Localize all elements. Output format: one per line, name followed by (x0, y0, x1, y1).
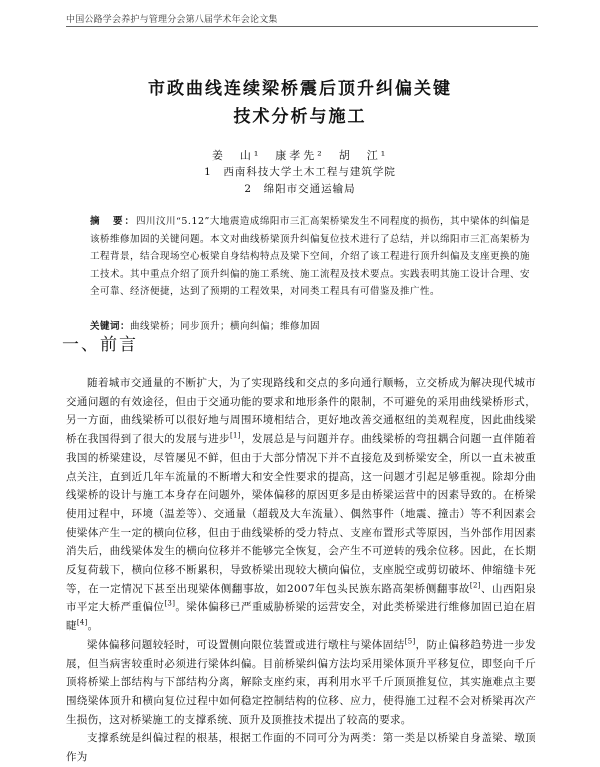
affiliation-1: 1 西南科技大学土木工程与建筑学院 (204, 166, 396, 178)
citation[interactable]: [4] (76, 618, 88, 627)
section-heading: 一、前言 (62, 335, 138, 355)
paragraph-text: ，防止偏移趋势进一步发展，但当病害较重时必须进行梁体纠偏。目前桥梁纠偏方法均采用梁体顶升平移复位，即竖向千斤顶将桥梁上部结构与下部结构分离，解除支座约束，再利用水平千斤顶顶推复位，其实施难点主要围绕梁体顶升和横向复位过程中如何稳定控制结构的位移、应力，使得施工过程不会对桥梁再次产生损伤，这对桥梁施工的支撑系统、顶升及顶推技术提出了较高的要求。 (66, 638, 536, 726)
paper-title-line2: 技术分析与施工 (233, 107, 367, 127)
keywords-text: 曲线梁桥；同步顶升；横向纠偏；维修加固 (130, 321, 321, 332)
authors: 姜 山¹ 康孝先² 胡 江¹ (211, 149, 389, 162)
running-header: 中国公路学会养护与管理分会第八届学术年会论文集 (66, 15, 278, 25)
abstract-text: 四川汶川“5.12”大地震造成绵阳市三汇高架桥梁发生不同程度的损伤，其中梁体的纠偏是该桥维修加固的关键问题。本文对曲线桥梁顶升纠偏复位技术进行了总结，并以绵阳市三汇高架桥为工程背景，结合现场空心板梁自身结构特点及梁下空间，介绍了该工程进行顶升纠偏及支座更换的施工技术。其中重点介绍了顶升纠偏的施工系统、施工流程及技术要点。实践表明其施工设计合理、安全可靠、经济便捷，达到了预期的工程效果，对同类工程具有可借鉴及推广性。 (90, 216, 531, 297)
keywords (90, 318, 530, 332)
abstract-label: 摘 要： (90, 216, 137, 227)
body-text (66, 374, 536, 767)
paragraph-text: 支撑系统是纠偏过程的根基，根据工作面的不同可分为两类：第一类是以桥梁自身盖梁、墩顶作为 (66, 732, 536, 764)
keywords-label: 关键词： (90, 321, 131, 332)
paragraph (66, 374, 536, 636)
paragraph (66, 636, 536, 730)
citation[interactable]: [2] (469, 581, 481, 590)
abstract (90, 213, 530, 301)
paragraph (66, 729, 536, 766)
header-rule (66, 26, 538, 27)
citation[interactable]: [1] (230, 431, 241, 440)
paragraph-text: 。梁体偏移已严重威胁桥梁的运营安全，对此类桥梁进行维修加固已迫在眉睫 (66, 601, 537, 633)
paragraph-text: 、山西阳泉市平定大桥严重偏位 (66, 582, 537, 614)
citation[interactable]: [5] (404, 637, 416, 646)
affiliation-2: 2 绵阳市交通运输局 (244, 183, 356, 195)
paragraph-text: 随着城市交通量的不断扩大，为了实现路线和交点的多向通行顺畅，立交桥成为解决现代城市交通问题的有效途径，但由于交通功能的要求和地形条件的限制，不可避免的采用曲线梁桥形式，另一方面，曲线梁桥可以很好地与周围环境相结合，更好地改善交通枢纽的美观程度，因此曲线梁桥在我国得到了很大的发展与进步 (66, 377, 536, 446)
paragraph-text: ，发展总是与问题并存。曲线梁桥的弯扭耦合问题一直伴随着我国的桥梁建设，尽管屡见不鲜，但由于大部分情况下并不直接危及到桥梁安全，所以一直未被重点关注，直到近几年车流量的不断增大和安全性要求的提高，这一问题才引起足够重视。除却分曲线梁桥的设计与施工本身存在问题外，梁体偏移的原因更多是由桥梁运营中的因素导致的。在桥梁使用过程中，环境（温差等）、交通量（超载及大车流量）、偶然事件（地震、撞击）等不利因素会使梁体产生一定的横向位移，但由于曲线梁桥的受力特点、支座布置形式等原因，当外部作用因素消失后，曲线梁体发生的横向位移并不能够完全恢复，会产生不可逆转的残余位移。因此，在长期反复荷载下，横向位移不断累积，导致桥梁出现较大横向偏位，支座脱空或剪切破坏、伸缩缝卡死等，在一定情况下甚至出现梁体侧翻事故，如2007年包头民族东路高架桥侧翻事故 (66, 433, 537, 595)
paragraph-text: 。 (87, 620, 99, 633)
citation[interactable]: [3] (164, 599, 176, 608)
paper-title-line1: 市政曲线连续梁桥震后顶升纠偏关键 (148, 79, 452, 99)
paragraph-text: 梁体偏移问题较轻时，可设置侧向限位装置或进行墩柱与梁体固结 (87, 638, 405, 651)
